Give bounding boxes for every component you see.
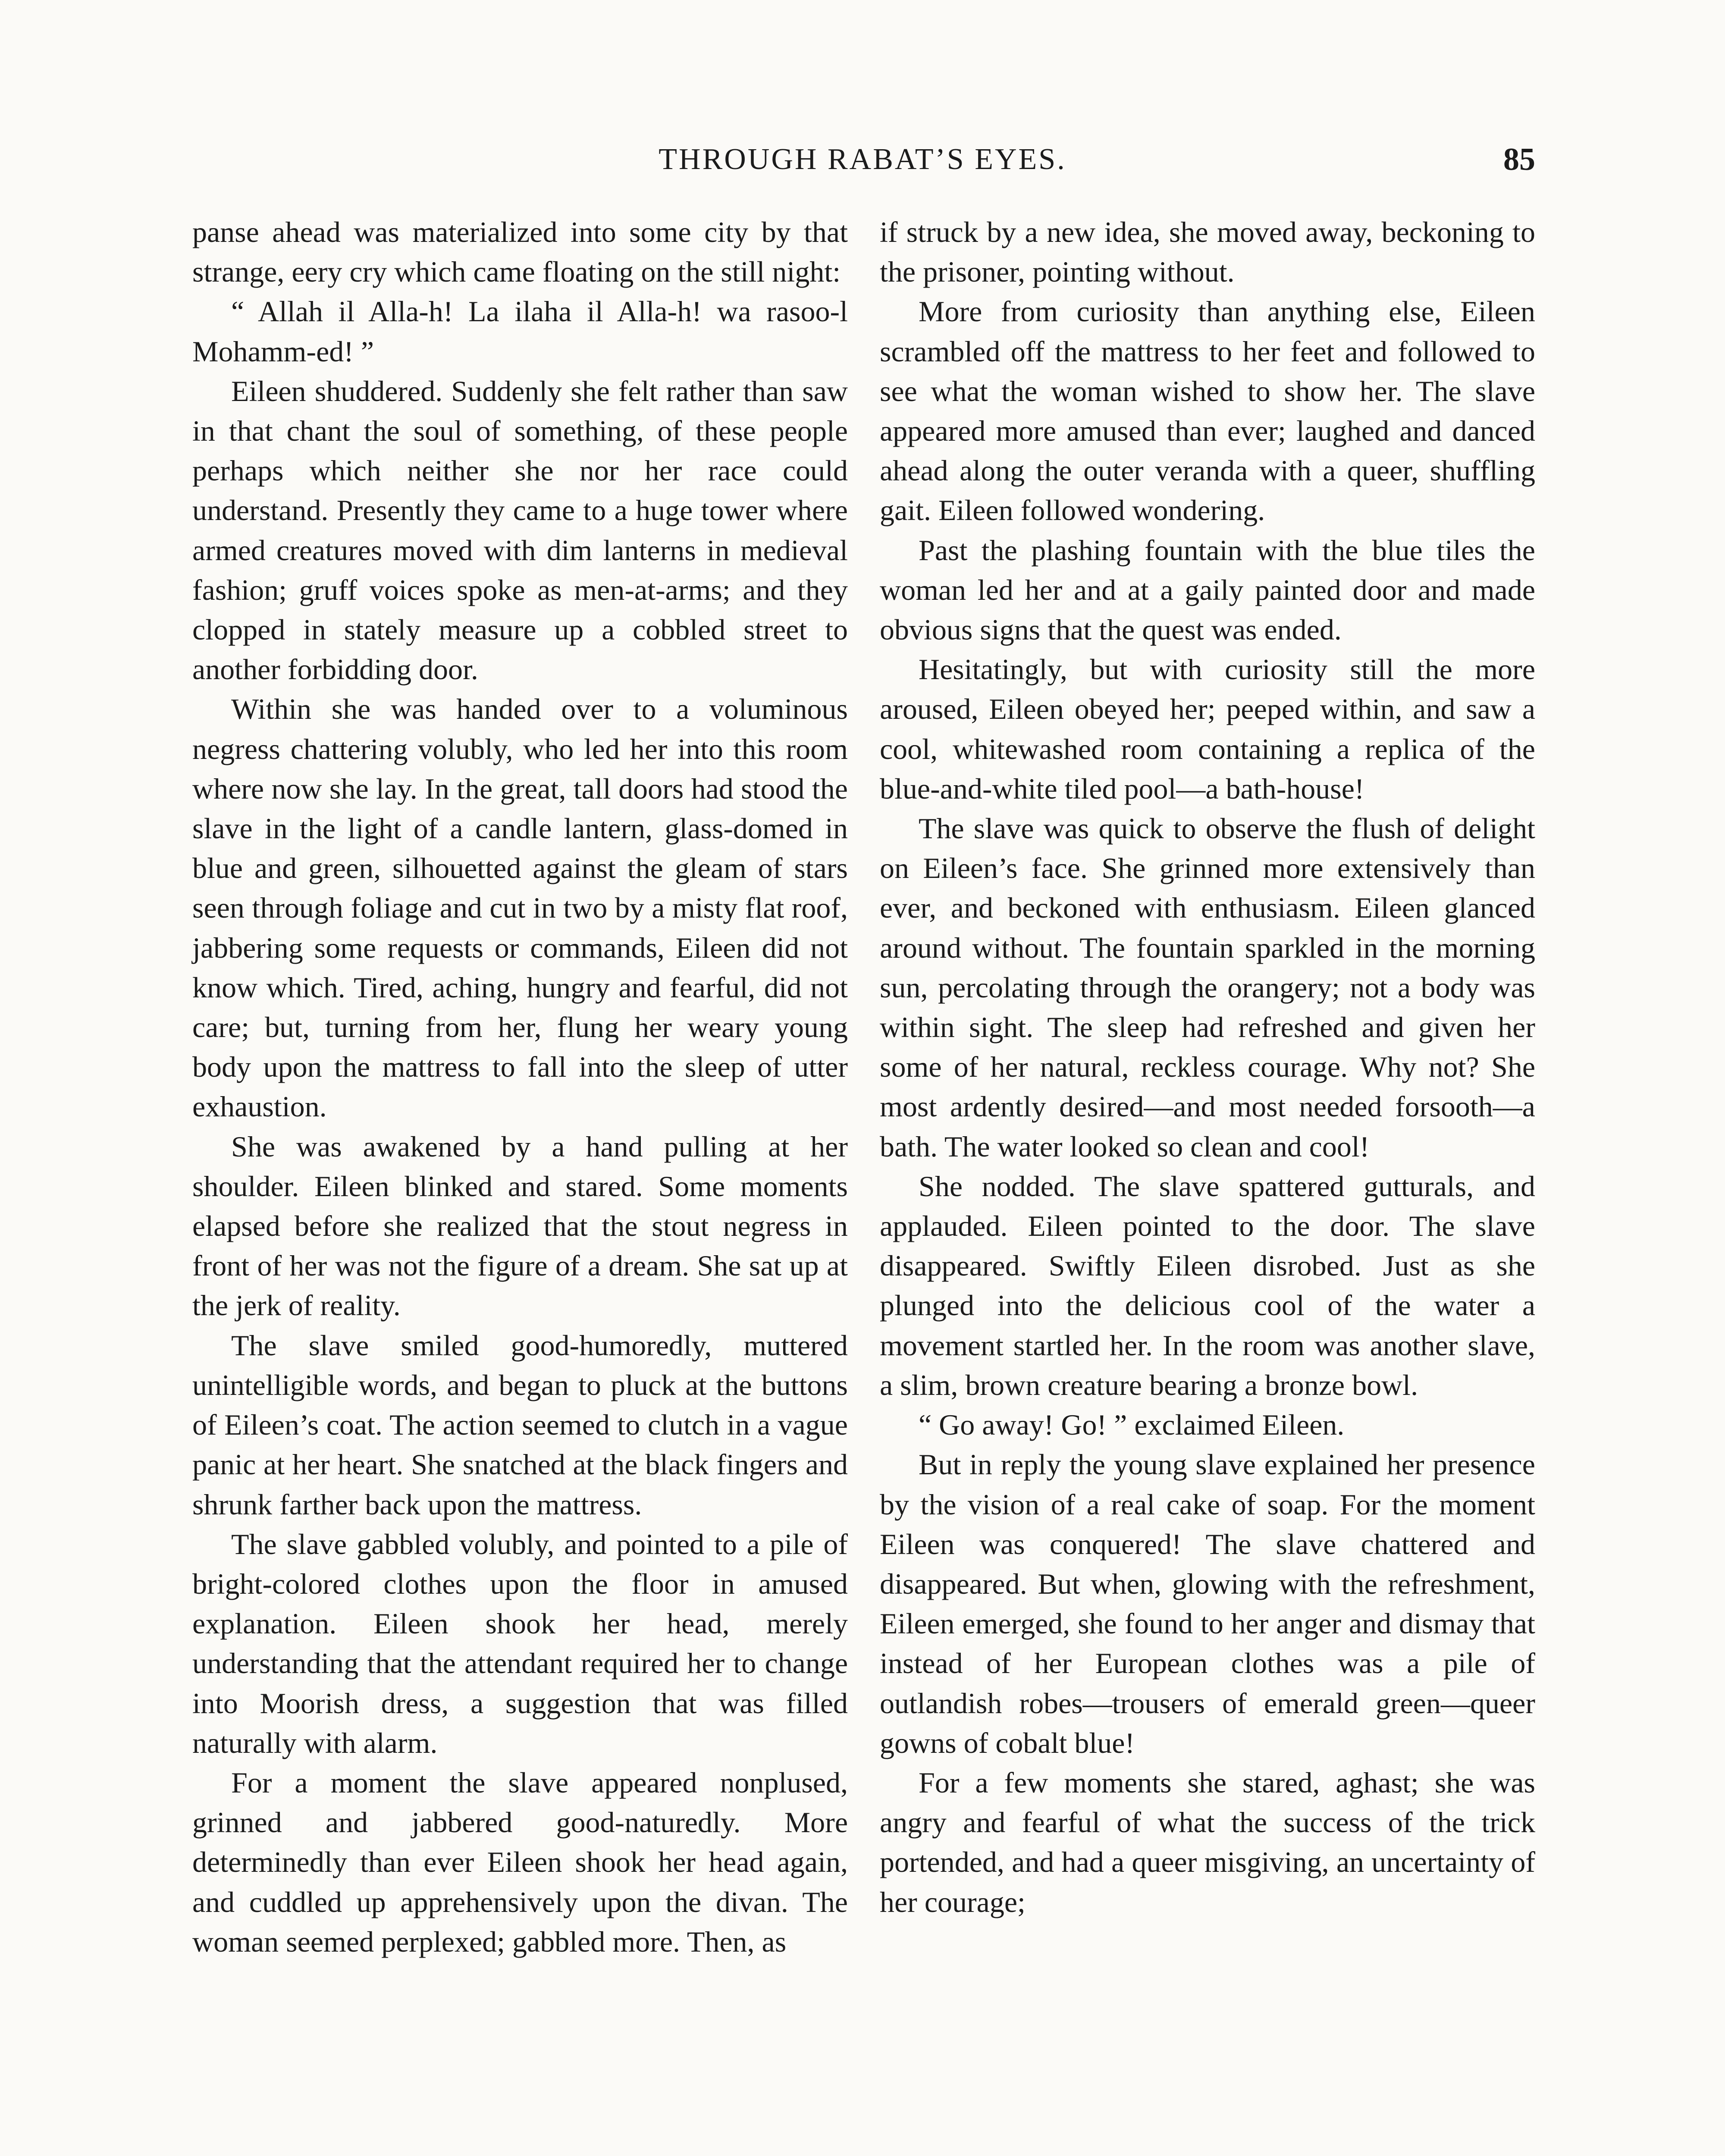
paragraph: The slave was quick to observe the flush of delight on Eileen’s face. She grinned more extensively than ever, and beckoned with enthusiasm. Eileen glanced around without. The fountain sparkled in the morning sun, percolating through the orangery; not a body was within sight. The sleep had refreshed and given her some of her natural, reckless courage. Why not? She most ardently desired—and most needed forsooth—a bath. The water looked so clean and cool! (880, 812, 1535, 1163)
paragraph: She was awakened by a hand pulling at her shoulder. Eileen blinked and stared. Some moments elapsed before she realized that the stout negress in front of her was not the figure of a dream. She sat up at the jerk of reality. (192, 1130, 848, 1322)
paragraph: But in reply the young slave explained her presence by the vision of a real cake of soap. For the moment Eileen was conquered! The slave chattered and disappeared. But when, glowing with the refreshment, Eileen emerged, she found to her anger and dismay that instead of her European clothes was a pile of outlandish robes—trousers of emerald green—queer gowns of cobalt blue! (880, 1448, 1535, 1759)
paragraph: Past the plashing fountain with the blue tiles the woman led her and at a gaily painted door and made obvious signs that the quest was ended. (880, 533, 1535, 646)
left-text-column (192, 212, 848, 1962)
paragraph: The slave smiled good-humoredly, muttered unintelligible words, and began to pluck at the buttons of Eileen’s coat. The action seemed to clutch in a vague panic at her heart. She snatched at the black fingers and shrunk farther back upon the mattress. (192, 1329, 848, 1521)
paragraph: She nodded. The slave spattered gutturals, and applauded. Eileen pointed to the door. The slave disappeared. Swiftly Eileen disrobed. Just as she plunged into the delicious cool of the water a movement startled her. In the room was another slave, a slim, brown creature bearing a bronze bowl. (880, 1169, 1535, 1401)
paragraph: More from curiosity than anything else, Eileen scrambled off the mattress to her feet and followed to see what the woman wished to show her. The slave appeared more amused than ever; laughed and danced ahead along the outer veranda with a queer, shuffling gait. Eileen followed wondering. (880, 295, 1535, 527)
running-title: THROUGH RABAT’S EYES. (659, 143, 1066, 176)
paragraph: Hesitatingly, but with curiosity still the more aroused, Eileen obeyed her; peeped within, and saw a cool, whitewashed room containing a replica of the blue-and-white tiled pool—a bath-house! (880, 653, 1535, 805)
paragraph: “ Go away! Go! ” exclaimed Eileen. (919, 1408, 1345, 1442)
paragraph: For a few moments she stared, aghast; she was angry and fearful of what the success of the trick portended, and had a queer misgiving, an uncertainty of her courage; (880, 1766, 1535, 1918)
paragraph: “ Allah il Alla-h! La ilaha il Alla-h! wa rasoo-l Mohamm-ed! ” (192, 295, 848, 368)
paragraph: if struck by a new idea, she moved away, beckoning to the prisoner, pointing without. (880, 216, 1535, 288)
paragraph: The slave gabbled volubly, and pointed to a pile of bright-colored clothes upon the floor in amused explanation. Eileen shook her head, merely understanding that the attendant required her to change into Moorish dress, a suggestion that was filled naturally with alarm. (192, 1527, 848, 1759)
paragraph: panse ahead was materialized into some city by that strange, eery cry which came floating on the still night: (192, 216, 848, 288)
paragraph: Within she was handed over to a voluminous negress chattering volubly, who led her into this room where now she lay. In the great, tall doors had stood the slave in the light of a candle lantern, glass-domed in blue and green, silhouetted against the gleam of stars seen through foliage and cut in two by a misty flat roof, jabbering some requests or commands, Eileen did not know which. Tired, aching, hungry and fearful, did not care; but, turning from her, flung her weary young body upon the mattress to fall into the sleep of utter exhaustion. (192, 693, 848, 1123)
paragraph: For a moment the slave appeared nonplused, grinned and jabbered good-naturedly. More determinedly than ever Eileen shook her head again, and cuddled up apprehensively upon the divan. The woman seemed perplexed; gabbled more. Then, as (192, 1766, 848, 1958)
page-header (190, 138, 1535, 190)
page-number: 85 (1503, 142, 1535, 177)
right-text-column (880, 212, 1535, 1922)
paragraph: Eileen shuddered. Suddenly she felt rather than saw in that chant the soul of something, of these people perhaps which neither she nor her race could understand. Presently they came to a huge tower where armed creatures moved with dim lanterns in medieval fashion; gruff voices spoke as men-at-arms; and they clopped in stately measure up a cobbled street to another forbidding door. (192, 374, 848, 686)
